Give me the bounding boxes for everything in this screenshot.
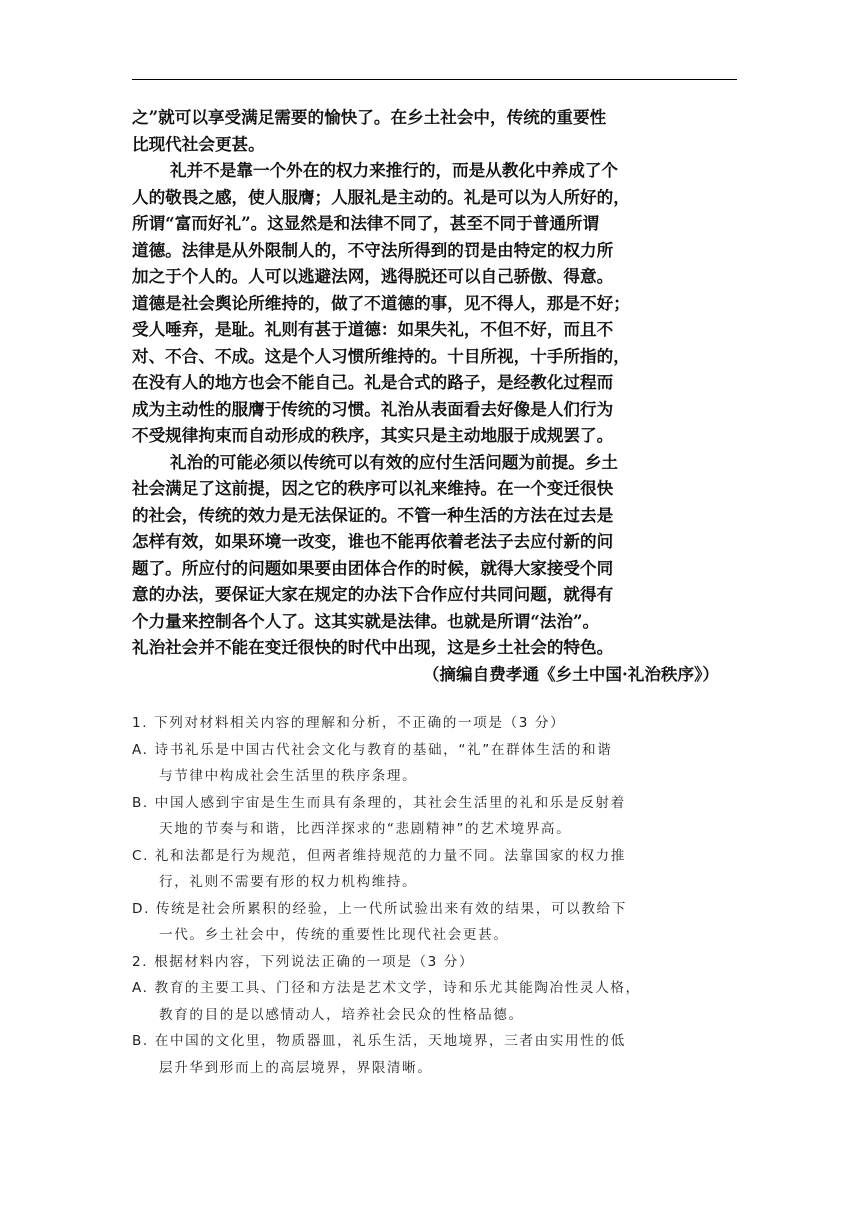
passage-line: 题了。所应付的问题如果要由团体合作的时候，就得大家接受个同 (132, 557, 614, 578)
question-1-option-b-cont: 天地的节奏与和谐，比西洋探求的“悲剧精神”的艺术境界高。 (159, 821, 572, 837)
question-2-option-b-cont: 层升华到形而上的高层境界，界限清晰。 (159, 1059, 433, 1076)
passage-line: 礼治社会并不能在变迁很快的时代中出现，这是乡土社会的特色。 (132, 637, 614, 657)
question-1-option-b: B. 中国人感到宇宙是生生而具有条理的，其社会生活里的礼和乐是反射着 (132, 794, 626, 811)
question-1-option-d: D. 传统是社会所累积的经验，上一代所试验出来有效的结果，可以教给下 (132, 900, 627, 917)
passage-line: 不受规律拘束而自动形成的秩序，其实只是主动地服于成规罢了。 (132, 425, 614, 445)
passage-citation: （摘编自费孝通《乡土中国·礼治秩序》） (422, 663, 719, 684)
passage-line: 道德是社会舆论所维持的，做了不道德的事，见不得人，那是不好； (132, 292, 630, 313)
passage-line: 成为主动性的服膺于传统的习惯。礼治从表面看去好像是人们行为 (132, 398, 614, 419)
passage-line: 比现代社会更甚。 (132, 133, 265, 154)
question-1-option-c: C. 礼和法都是行为规范，但两者维持规范的力量不同。法靠国家的权力推 (132, 847, 626, 864)
passage-paragraph-start: 礼并不是靠一个外在的权力来推行的，而是从教化中养成了个 (170, 160, 619, 180)
header-rule (132, 79, 737, 80)
passage-line: 道德。法律是从外限制人的，不守法所得到的罚是由特定的权力所 (132, 239, 614, 260)
question-2-option-b: B. 在中国的文化里，物质器皿，礼乐生活，天地境界，三者由实用性的低 (132, 1033, 626, 1049)
question-2-option-a: A. 教育的主要工具、门径和方法是艺术文学，诗和乐尤其能陶冶性灵人格， (132, 980, 641, 996)
passage-line: 的社会，传统的效力是无法保证的。不管一种生活的方法在过去是 (132, 504, 614, 525)
question-list (132, 710, 742, 1081)
question-1-stem: 1. 下列对材料相关内容的理解和分析，不正确的一项是（3 分） (132, 715, 566, 731)
passage-line: 社会满足了这前提，因之它的秩序可以礼来维持。在一个变迁很快 (132, 478, 614, 498)
question-1-option-d-cont: 一代。乡土社会中，传统的重要性比现代社会更甚。 (159, 927, 509, 943)
passage-line: 之”就可以享受满足需要的愉快了。在乡土社会中，传统的重要性 (132, 107, 607, 127)
passage-line: 对、不合、不成。这是个人习惯所维持的。十目所视，十手所指的， (132, 345, 630, 366)
passage-paragraph-start: 礼治的可能必须以传统可以有效的应付生活问题为前提。乡土 (170, 451, 619, 472)
question-1-option-a: A. 诗书礼乐是中国古代社会文化与教育的基础，“礼”在群体生活的和谐 (132, 741, 613, 758)
passage-line: 加之于个人的。人可以逃避法网，逃得脱还可以自己骄傲、得意。 (132, 266, 614, 286)
question-2-stem: 2. 根据材料内容，下列说法正确的一项是（3 分） (132, 953, 475, 970)
passage-line: 受人唾弃，是耻。礼则有甚于道德：如果失礼，不但不好，而且不 (132, 319, 614, 339)
question-1-option-a-cont: 与节律中构成社会生活里的秩序条理。 (159, 768, 418, 784)
passage-line: 所谓“富而好礼”。这显然是和法律不同了，甚至不同于普通所谓 (132, 213, 600, 233)
passage-line: 个力量来控制各个人了。这其实就是法律。也就是所谓“法治”。 (132, 610, 600, 631)
passage-line: 意的办法，要保证大家在规定的办法下合作应付共同问题，就得有 (132, 584, 614, 604)
passage-line: 怎样有效，如果环境一改变，谁也不能再依着老法子去应付新的问 (132, 531, 614, 551)
question-1-option-c-cont: 行，礼则不需要有形的权力机构维持。 (159, 874, 418, 890)
reading-passage (132, 104, 737, 687)
question-2-option-a-cont: 教育的目的是以感情动人，培养社会民众的性格品德。 (159, 1006, 524, 1023)
passage-line: 人的敬畏之感，使人服膺；人服礼是主动的。礼是可以为人所好的， (132, 186, 630, 207)
passage-line: 在没有人的地方也会不能自己。礼是合式的路子，是经教化过程而 (132, 372, 614, 392)
